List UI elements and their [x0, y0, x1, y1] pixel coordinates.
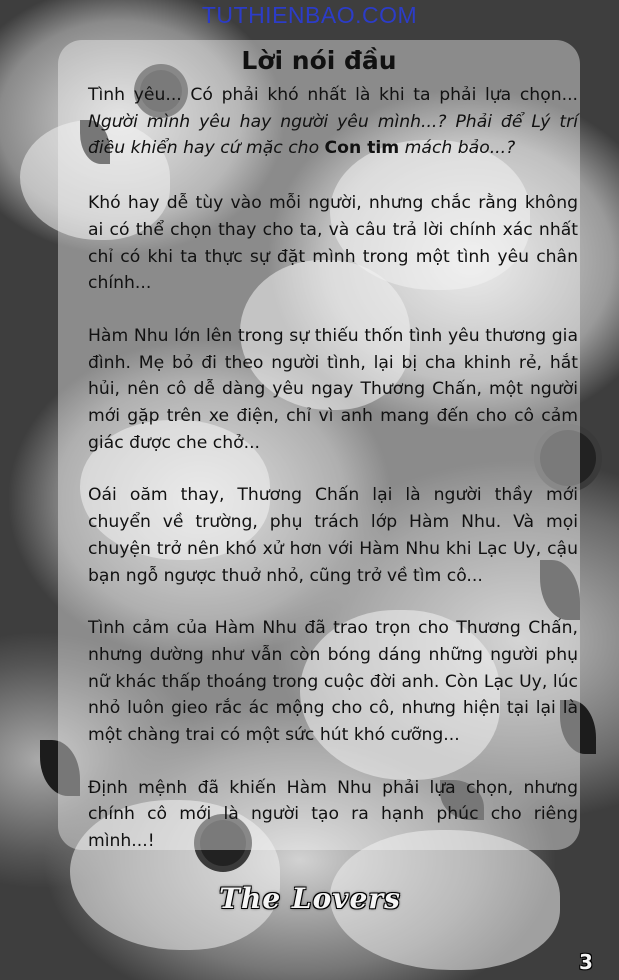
- paragraph-1-italic-end: mách bảo...?: [399, 138, 516, 159]
- paragraph-3: Hàm Nhu lớn lên trong sự thiếu thốn tình yêu thương gia đình. Mẹ bỏ đi theo người tình, lại bị cha khinh rẻ, hắt hủi, nên cô dễ dàng yêu ngay Thương Chấn, một người mới gặp trên xe điện, chỉ vì anh mang đến cho cô cảm giác được che chở...: [88, 325, 578, 453]
- book-title-signature: The Lovers: [219, 882, 401, 915]
- paragraph-1: [88, 82, 578, 162]
- paragraph-6: Định mệnh đã khiến Hàm Nhu phải lựa chọn, nhưng chính cô mới là người tạo ra hạnh phúc cho riêng mình...!: [88, 777, 578, 852]
- paragraph-4: Oái oăm thay, Thương Chấn lại là người thầy mới chuyển về trường, phụ trách lớp Hàm Nhu. Và mọi chuyện trở nên khó xử hơn với Hàm Nhu khi Lạc Uy, cậu bạn ngỗ ngược thuở nhỏ, cũng trở về tìm cô...: [88, 485, 578, 586]
- paragraph-1-text: Tình yêu... Có phải khó nhất là khi ta phải lựa chọn...: [88, 85, 578, 105]
- site-watermark[interactable]: TUTHIENBAO.COM: [201, 2, 418, 28]
- page-number: 3: [579, 950, 593, 974]
- paragraph-2: Khó hay dễ tùy vào mỗi người, nhưng chắc rằng không ai có thể chọn thay cho ta, và câu trả lời chính xác nhất chỉ có khi ta thực sự đặt mình trong một tình yêu chân chính...: [88, 193, 578, 294]
- paragraph-1-bold: Con tim: [324, 138, 400, 159]
- paragraph-5: Tình cảm của Hàm Nhu đã trao trọn cho Thương Chấn, nhưng dường như vẫn còn bóng dáng những người phụ nữ khác thấp thoáng trong cuộc đời anh. Còn Lạc Uy, lúc nhỏ luôn gieo rắc ác mộng cho cô, nhưng hiện tại lại là một chàng trai có một sức hút khó cưỡng...: [88, 618, 578, 746]
- preface-body: [88, 82, 578, 881]
- page-title: Lời nói đầu: [241, 46, 397, 75]
- paragraph-1-italic: Người mình yêu hay người yêu mình...? Phải để Lý trí điều khiển hay cứ mặc cho: [88, 111, 578, 159]
